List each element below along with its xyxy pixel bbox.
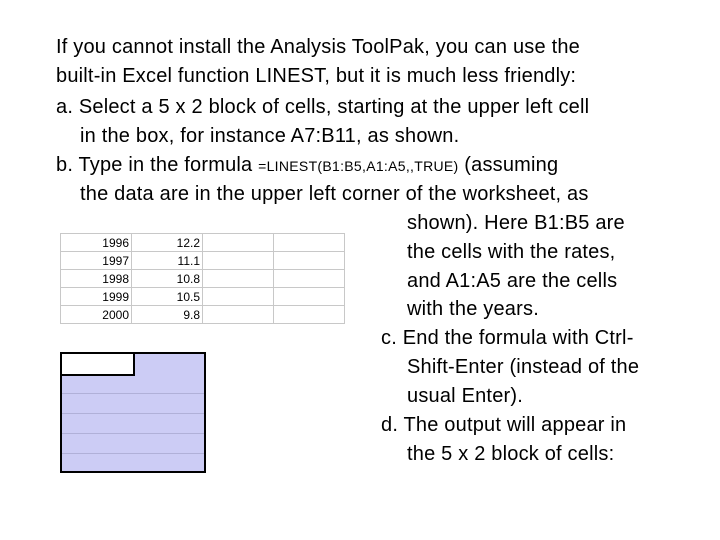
year-cell[interactable]: 1997: [61, 252, 132, 270]
intro-line-1: If you cannot install the Analysis ToolPak, you can use the: [56, 36, 580, 58]
step-c-line-2: Shift-Enter (instead of the: [407, 356, 640, 378]
year-cell[interactable]: 1996: [61, 234, 132, 252]
step-b-line-4: the cells with the rates,: [407, 241, 616, 263]
empty-cell[interactable]: [274, 306, 345, 324]
linest-formula: =LINEST(B1:B5,A1:A5,,TRUE): [258, 158, 459, 174]
selection-row-divider: [62, 433, 204, 434]
empty-cell[interactable]: [203, 252, 274, 270]
empty-cell[interactable]: [203, 288, 274, 306]
year-cell[interactable]: 1999: [61, 288, 132, 306]
rate-cell[interactable]: 11.1: [132, 252, 203, 270]
step-b-line-1: [56, 151, 558, 181]
table-row: [61, 270, 345, 288]
table-row: [61, 306, 345, 324]
rate-cell[interactable]: 10.5: [132, 288, 203, 306]
step-b-line-6: with the years.: [407, 298, 539, 320]
year-cell[interactable]: 1998: [61, 270, 132, 288]
table-row: [61, 288, 345, 306]
step-a-line-1: a. Select a 5 x 2 block of cells, starting at the upper left cell: [56, 96, 590, 118]
selection-row-divider: [62, 393, 204, 394]
step-b-line-2: the data are in the upper left corner of the worksheet, as: [80, 183, 589, 205]
step-d-line-2: the 5 x 2 block of cells:: [407, 443, 615, 465]
empty-cell[interactable]: [203, 306, 274, 324]
empty-cell[interactable]: [274, 252, 345, 270]
step-c-line-3: usual Enter).: [407, 385, 523, 407]
empty-cell[interactable]: [203, 270, 274, 288]
selection-row-divider: [62, 453, 204, 454]
step-a-line-2: in the box, for instance A7:B11, as shown.: [80, 125, 460, 147]
step-b-suffix: (assuming: [458, 154, 559, 176]
selected-output-block[interactable]: [60, 352, 206, 473]
step-d-line-1: d. The output will appear in: [381, 414, 627, 436]
year-cell[interactable]: 2000: [61, 306, 132, 324]
empty-cell[interactable]: [274, 234, 345, 252]
rate-cell[interactable]: 9.8: [132, 306, 203, 324]
empty-cell[interactable]: [274, 270, 345, 288]
step-c-line-1: c. End the formula with Ctrl-: [381, 327, 634, 349]
step-b-line-3: shown). Here B1:B5 are: [407, 212, 625, 234]
active-cell[interactable]: [62, 354, 135, 376]
table-row: [61, 252, 345, 270]
selection-row-divider: [62, 413, 204, 414]
empty-cell[interactable]: [203, 234, 274, 252]
table-row: [61, 234, 345, 252]
empty-cell[interactable]: [274, 288, 345, 306]
rate-cell[interactable]: 10.8: [132, 270, 203, 288]
intro-line-2: built-in Excel function LINEST, but it is much less friendly:: [56, 65, 577, 87]
step-b-prefix: b. Type in the formula: [56, 154, 259, 176]
rate-cell[interactable]: 12.2: [132, 234, 203, 252]
step-b-line-5: and A1:A5 are the cells: [407, 270, 618, 292]
spreadsheet-data-grid: [60, 233, 345, 324]
